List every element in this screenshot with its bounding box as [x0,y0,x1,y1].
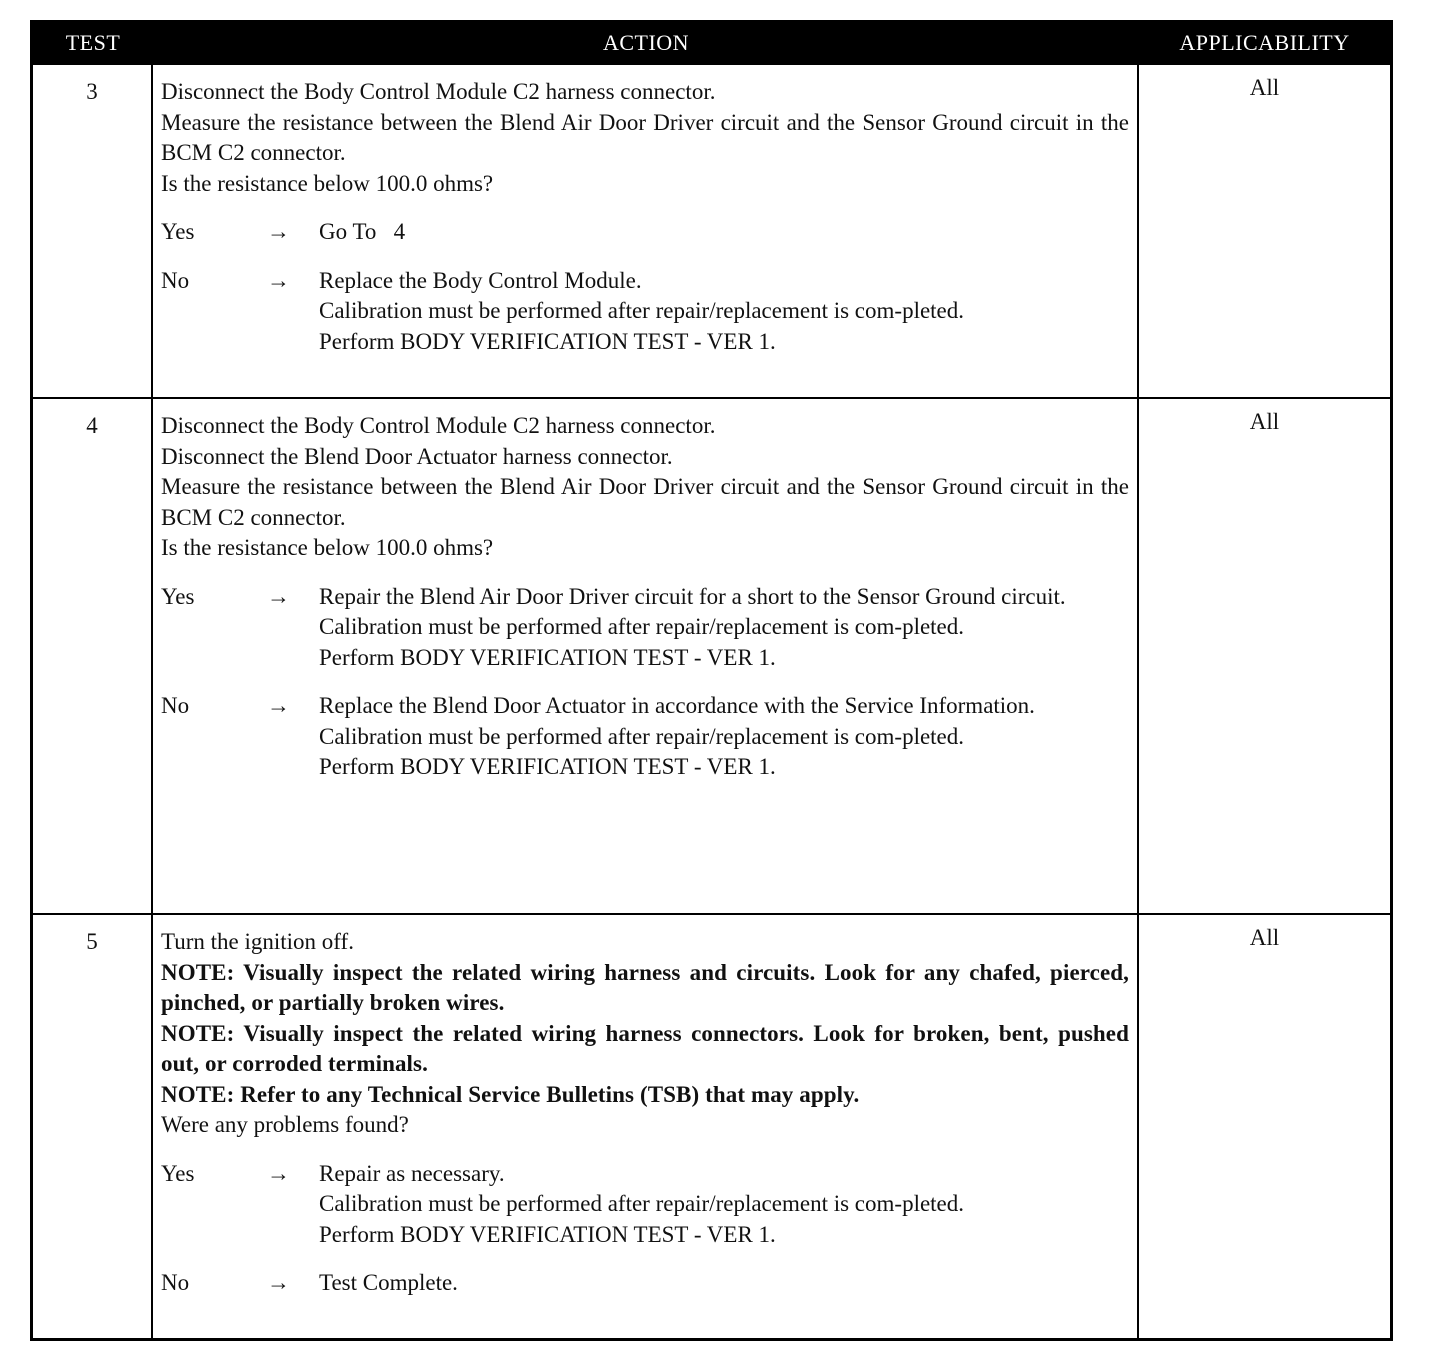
result-yes [161,582,1129,674]
result-label: Yes [161,219,195,244]
result-no [161,1268,1129,1299]
result-line: Repair the Blend Air Door Driver circuit for a short to the Sensor Ground circuit. [319,583,1066,609]
arrow-icon: → [267,1160,290,1186]
action-cell [153,399,1139,913]
result-text [319,217,1129,248]
result-line: Replace the Body Control Module. [319,267,642,293]
action-cell [153,65,1139,397]
result-line: Perform BODY VERIFICATION TEST - VER 1. [319,1221,776,1247]
results-list [161,217,1129,357]
table-row [33,63,1390,397]
test-number: 3 [33,65,153,397]
step-text: Is the resistance below 100.0 ohms? [161,535,494,560]
step-text: Measure the resistance between the Blend Air Door Driver circuit and the Sensor Ground circuit in the BCM C2 connector. [161,109,1129,165]
test-number: 4 [33,399,153,913]
result-no [161,266,1129,358]
step-text: Disconnect the Body Control Module C2 harness connector. [161,79,716,104]
result-line: Repair as necessary. [319,1160,505,1186]
results-list [161,582,1129,783]
result-line: Perform BODY VERIFICATION TEST - VER 1. [319,328,776,354]
result-text [319,691,1129,783]
arrow-icon: → [267,1270,290,1295]
result-line: Calibration must be performed after repair/replacement is com-pleted. [319,614,965,639]
result-text [319,266,1129,358]
arrow-icon: → [267,583,290,609]
note-text: NOTE: Visually inspect the related wiring harness connectors. Look for broken, bent, pushed out, or corroded terminals. [161,1020,1129,1076]
step-text: Disconnect the Blend Door Actuator harness connector. [161,443,673,469]
table-header [33,23,1390,63]
step-text: Is the resistance below 100.0 ohms? [161,170,494,196]
test-number: 5 [33,915,153,1338]
arrow-icon: → [267,219,290,244]
step-text: Disconnect the Body Control Module C2 harness connector. [161,413,716,438]
action-cell [153,915,1139,1338]
result-text [319,1159,1129,1251]
result-line: Perform BODY VERIFICATION TEST - VER 1. [319,754,776,779]
step-text: Measure the resistance between the Blend Air Door Driver circuit and the Sensor Ground circuit in the BCM C2 connector. [161,474,1129,530]
result-label: No [161,267,190,293]
applicability-cell: All [1249,925,1280,950]
result-label: No [161,693,190,718]
result-line: Calibration must be performed after repair/replacement is com-pleted. [319,1191,965,1216]
table-row [33,913,1390,1338]
result-line: Replace the Blend Door Actuator in accordance with the Service Information. [319,693,1035,718]
result-line: Test Complete. [319,1270,458,1295]
result-yes [161,1159,1129,1251]
result-label: Yes [161,583,195,609]
note-text: NOTE: Visually inspect the related wiring harness and circuits. Look for any chafed, pierced, pinched, or partially broken wires. [161,959,1129,1015]
header-action: ACTION [602,30,690,55]
header-applicability: APPLICABILITY [1179,30,1350,55]
header-test: TEST [65,30,121,55]
applicability-cell: All [1249,75,1280,100]
arrow-icon: → [267,693,290,718]
applicability-cell: All [1249,409,1280,434]
result-line: Go To 4 [319,219,406,244]
result-label: Yes [161,1160,195,1186]
arrow-icon: → [267,267,290,293]
result-line: Calibration must be performed after repair/replacement is com-pleted. [319,723,965,749]
result-yes [161,217,1129,248]
step-text: Were any problems found? [161,1112,409,1137]
step-text: Turn the ignition off. [161,929,354,954]
result-line: Calibration must be performed after repair/replacement is com-pleted. [319,298,965,323]
result-no [161,691,1129,783]
result-text [319,1268,1129,1299]
table-row [33,397,1390,913]
result-line: Perform BODY VERIFICATION TEST - VER 1. [319,644,776,670]
note-text: NOTE: Refer to any Technical Service Bulletins (TSB) that may apply. [161,1081,860,1107]
result-label: No [161,1270,190,1295]
result-text [319,582,1129,674]
diagnostic-test-table [30,20,1393,1341]
results-list [161,1159,1129,1299]
